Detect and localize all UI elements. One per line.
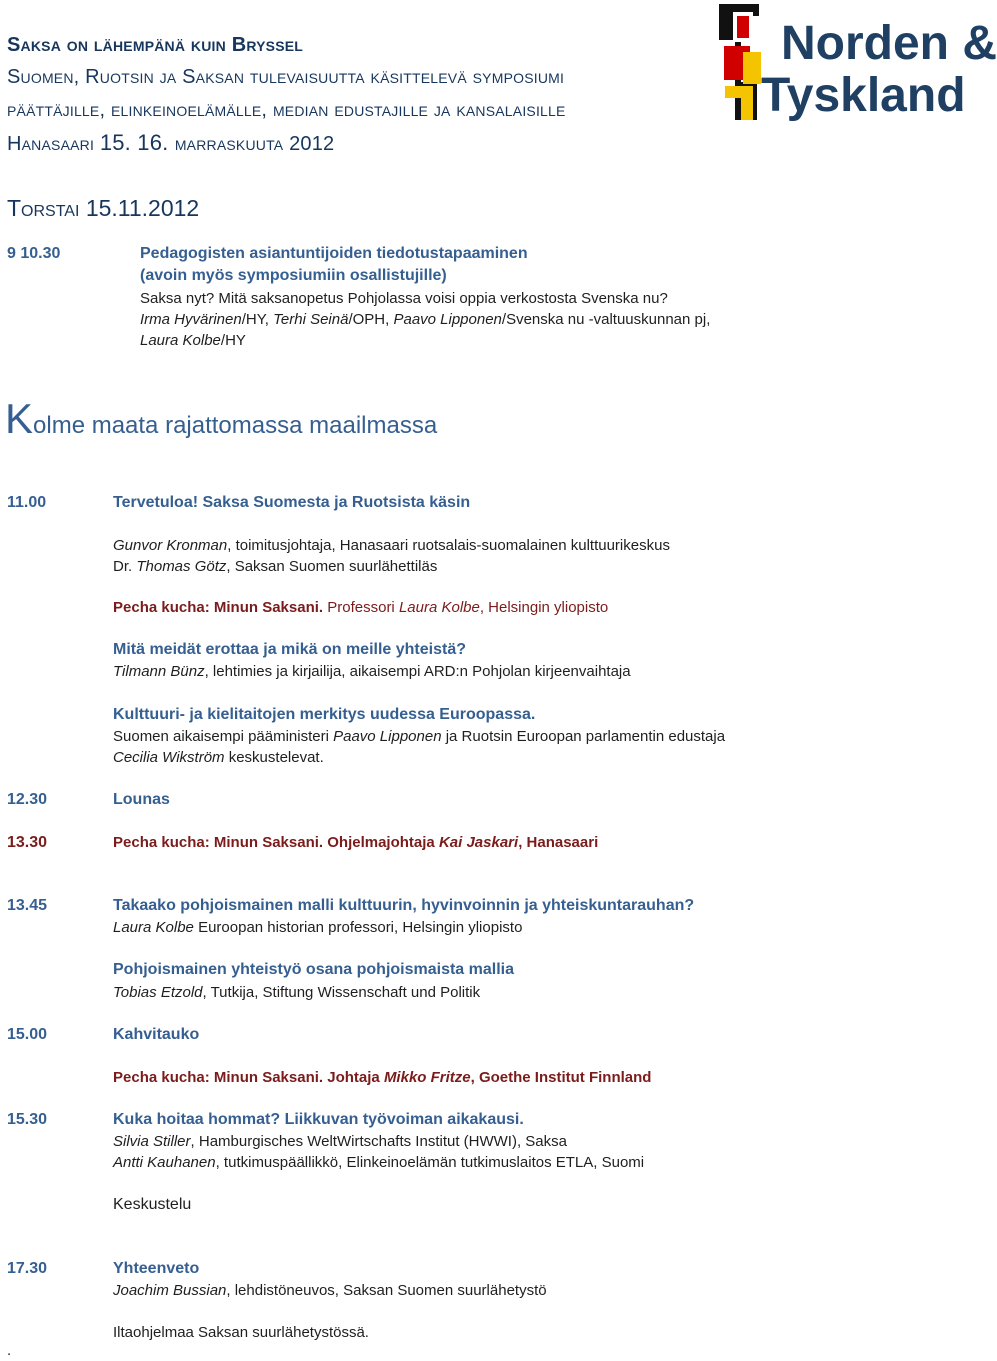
speaker-name: Thomas Götz <box>136 558 227 575</box>
speaker-affiliation: /HY <box>220 332 246 349</box>
section-heading-initial: K <box>5 395 34 442</box>
speaker-role: , Hamburgisches WeltWirtschafts Institut (HWWI), Saksa <box>190 1133 567 1150</box>
pecha-kucha-label: Pecha kucha: Minun Saksani. <box>113 834 324 851</box>
morning-title-line1: Pedagogisten asiantuntijoiden tiedotustapaaminen <box>140 245 528 262</box>
speaker-role: , toimitusjohtaja, Hanasaari ruotsalais-suomalainen kulttuurikeskus <box>227 537 670 554</box>
pecha-kucha-jaskari <box>113 834 598 851</box>
trailing-dot: . <box>7 1342 12 1359</box>
discussion-text: keskustelevat. <box>224 749 324 766</box>
lunch-title: Lounas <box>113 791 170 808</box>
pecha-kucha-role: Professori <box>323 599 399 616</box>
time-1230: 12.30 <box>7 791 48 808</box>
time-0900: 9 10.30 <box>7 245 61 262</box>
speaker-role: Euroopan historian professori, Helsingin yliopisto <box>193 919 523 936</box>
speaker-kronman <box>113 537 670 554</box>
discussion-line2 <box>113 749 324 766</box>
discussion-line1 <box>113 728 725 745</box>
section-heading <box>5 395 438 442</box>
language-skills-title: Kulttuuri- ja kielitaitojen merkitys uudessa Euroopassa. <box>113 706 536 723</box>
norden-tyskland-logo <box>717 2 997 128</box>
location-text: Hanasaari <box>7 133 100 155</box>
month-year: marraskuuta 2012 <box>174 133 335 155</box>
pecha-kucha-fritze <box>113 1069 651 1086</box>
pecha-kucha-label: Pecha kucha: Minun Saksani. <box>113 599 324 616</box>
event-subtitle-line2: päättäjille, elinkeinoelämälle, median edustajille ja kansalaisille <box>7 99 566 121</box>
logo-text-line2: Tyskland <box>761 69 966 122</box>
speaker-role: Suomen aikaisempi pääministeri <box>113 728 334 745</box>
pecha-kucha-label: Pecha kucha: Minun Saksani. <box>113 1069 324 1086</box>
speaker-title: Dr. <box>113 558 137 575</box>
speaker-affiliation: /HY, <box>241 311 274 328</box>
morning-speakers-line2 <box>140 332 246 349</box>
time-1500: 15.00 <box>7 1026 48 1043</box>
differences-title: Mitä meidät erottaa ja mikä on meille yhteistä? <box>113 641 466 658</box>
logo-text-line1: Norden & <box>781 17 997 70</box>
speaker-name: Irma Hyvärinen <box>140 311 242 328</box>
event-location-date <box>7 130 334 156</box>
discussion-label: Keskustelu <box>113 1196 192 1213</box>
speaker-affiliation: /OPH, <box>348 311 394 328</box>
speaker-name: Gunvor Kronman <box>113 537 228 554</box>
speaker-name: Laura Kolbe <box>113 919 194 936</box>
speaker-name: Terhi Seinä <box>273 311 349 328</box>
morning-subtitle: Saksa nyt? Mitä saksanopetus Pohjolassa voisi oppia verkostosta Svenska nu? <box>140 290 668 307</box>
speaker-name: Silvia Stiller <box>113 1133 191 1150</box>
speaker-name: Paavo Lipponen <box>393 311 502 328</box>
speaker-role: , tutkimuspäällikkö, Elinkeinoelämän tutkimuslaitos ETLA, Suomi <box>215 1154 645 1171</box>
coffee-break-title: Kahvitauko <box>113 1026 200 1043</box>
section-heading-rest: olme maata rajattomassa maailmassa <box>33 412 438 439</box>
speaker-name: Antti Kauhanen <box>113 1154 216 1171</box>
nordic-cooperation-title: Pohjoismainen yhteistyö osana pohjoismaista mallia <box>113 961 514 978</box>
time-1730: 17.30 <box>7 1260 48 1277</box>
time-1345: 13.45 <box>7 897 48 914</box>
time-1100: 11.00 <box>7 494 47 511</box>
event-title-text: Saksa on lähempänä kuin Bryssel <box>7 34 304 56</box>
speaker-name: Kai Jaskari <box>438 834 519 851</box>
evening-program: Iltaohjelmaa Saksan suurlähetystössä. <box>113 1324 369 1341</box>
speaker-role: ja Ruotsin Euroopan parlamentin edustaja <box>441 728 726 745</box>
speaker-name: Laura Kolbe <box>140 332 221 349</box>
summary-title: Yhteenveto <box>113 1260 200 1277</box>
speaker-name: Cecilia Wikström <box>113 749 225 766</box>
speaker-role: , lehtimies ja kirjailija, aikaisempi ARD:n Pohjolan kirjeenvaihtaja <box>204 663 631 680</box>
day-heading: Torstai 15.11.2012 <box>7 195 200 221</box>
speaker-role: , lehdistöneuvos, Saksan Suomen suurlähetystö <box>226 1282 547 1299</box>
speaker-name: Tilmann Bünz <box>113 663 205 680</box>
date-range: 15. 16. <box>99 130 175 155</box>
labour-mobility-title: Kuka hoitaa hommat? Liikkuvan työvoiman aikakausi. <box>113 1111 524 1128</box>
event-subtitle-line1: Suomen, Ruotsin ja Saksan tulevaisuutta käsittelevä symposiumi <box>7 66 565 88</box>
speaker-bunz <box>113 663 631 680</box>
speaker-affiliation: , Goethe Institut Finnland <box>470 1069 652 1086</box>
pecha-kucha-role: Ohjelmajohtaja <box>323 834 439 851</box>
pecha-kucha-kolbe <box>113 599 608 616</box>
speaker-etzold <box>113 984 480 1001</box>
speaker-affiliation: , Hanasaari <box>518 834 599 851</box>
speaker-kauhanen <box>113 1154 644 1171</box>
speaker-bussian <box>113 1282 547 1299</box>
welcome-title: Tervetuloa! Saksa Suomesta ja Ruotsista käsin <box>113 494 471 511</box>
morning-speakers-line1 <box>140 311 710 328</box>
speaker-name: Paavo Lipponen <box>333 728 442 745</box>
nordic-model-title: Takaako pohjoismainen malli kulttuurin, hyvinvoinnin ja yhteiskuntarauhan? <box>113 897 695 914</box>
time-1530: 15.30 <box>7 1111 48 1128</box>
event-title <box>7 34 303 57</box>
pecha-kucha-role: Johtaja <box>323 1069 384 1086</box>
speaker-role: , Saksan Suomen suurlähettiläs <box>226 558 438 575</box>
speaker-gotz <box>113 558 437 575</box>
speaker-stiller <box>113 1133 567 1150</box>
morning-title-line2: (avoin myös symposiumiin osallistujille) <box>140 267 447 284</box>
time-1330: 13.30 <box>7 834 48 851</box>
speaker-name: Mikko Fritze <box>383 1069 471 1086</box>
speaker-role: , Tutkija, Stiftung Wissenschaft und Politik <box>202 984 481 1001</box>
speaker-kolbe <box>113 919 522 936</box>
speaker-affiliation: , Helsingin yliopisto <box>479 599 609 616</box>
speaker-name: Joachim Bussian <box>113 1282 227 1299</box>
speaker-name: Laura Kolbe <box>398 599 480 616</box>
speaker-affiliation: /Svenska nu -valtuuskunnan pj, <box>501 311 711 328</box>
speaker-name: Tobias Etzold <box>113 984 203 1001</box>
